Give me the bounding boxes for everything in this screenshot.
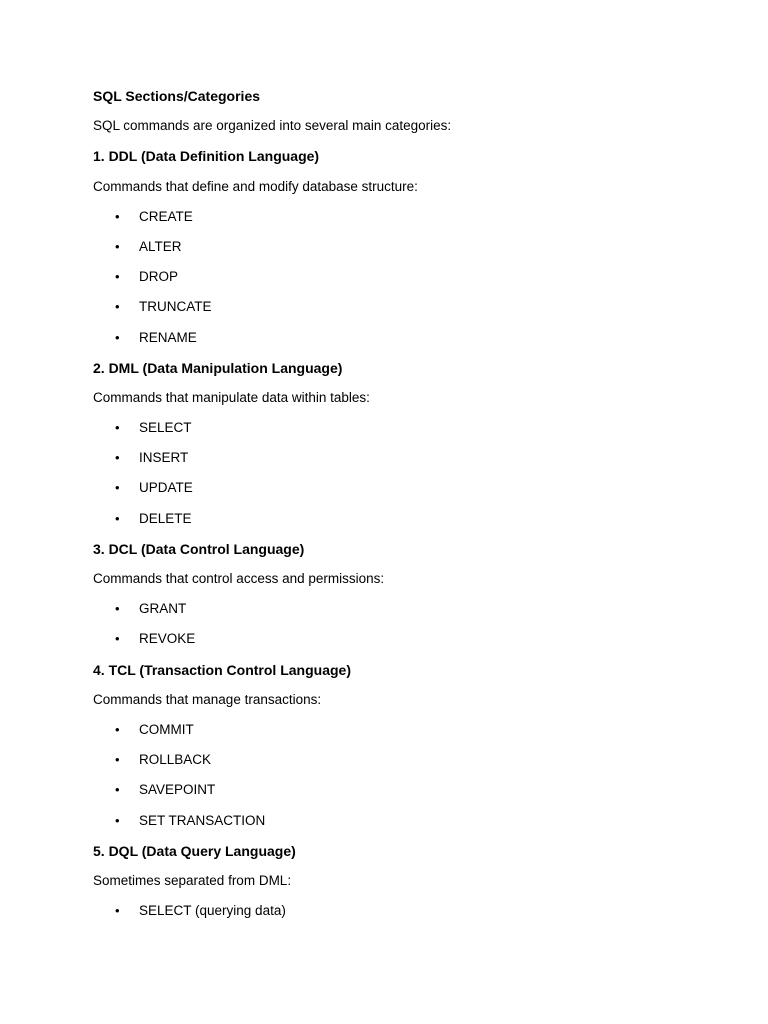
section-dml bbox=[93, 358, 693, 539]
list-item-label: GRANT bbox=[139, 601, 187, 617]
bullet-icon: • bbox=[115, 782, 120, 798]
bullet-icon: • bbox=[115, 238, 120, 254]
list-item-label: TRUNCATE bbox=[139, 299, 212, 315]
section-description: Commands that manage transactions: bbox=[93, 691, 322, 707]
section-dql bbox=[93, 841, 693, 932]
bullet-icon: • bbox=[115, 420, 120, 436]
list-item-label: CREATE bbox=[139, 208, 193, 224]
list-item bbox=[93, 418, 693, 448]
list-item-label: DROP bbox=[139, 269, 179, 285]
bullet-icon: • bbox=[115, 752, 120, 768]
list-item-label: SET TRANSACTION bbox=[139, 812, 266, 828]
list-item bbox=[93, 599, 693, 629]
section-description: Commands that define and modify database structure: bbox=[93, 178, 418, 194]
list-item-label: RENAME bbox=[139, 329, 197, 345]
list-item-label: ALTER bbox=[139, 238, 182, 254]
document-title: SQL Sections/Categories bbox=[93, 88, 261, 104]
bullet-icon: • bbox=[115, 208, 120, 224]
section-dcl bbox=[93, 539, 693, 660]
section-description: Commands that manipulate data within tables: bbox=[93, 389, 370, 405]
bullet-icon: • bbox=[115, 450, 120, 466]
list-item-label: SELECT bbox=[139, 420, 192, 436]
list-item-label: SELECT (querying data) bbox=[139, 903, 286, 919]
list-item bbox=[93, 750, 693, 780]
list-item bbox=[93, 720, 693, 750]
section-ddl bbox=[93, 146, 693, 357]
bullet-icon: • bbox=[115, 721, 120, 737]
bullet-icon: • bbox=[115, 601, 120, 617]
bullet-icon: • bbox=[115, 510, 120, 526]
list-item bbox=[93, 780, 693, 810]
list-item bbox=[93, 629, 693, 659]
section-heading: 3. DCL (Data Control Language) bbox=[93, 540, 305, 557]
bullet-icon: • bbox=[115, 329, 120, 345]
list-item bbox=[93, 207, 693, 237]
section-tcl bbox=[93, 660, 693, 841]
list-item-label: UPDATE bbox=[139, 480, 193, 496]
list-item bbox=[93, 328, 693, 358]
list-item-label: ROLLBACK bbox=[139, 752, 212, 768]
list-item bbox=[93, 297, 693, 327]
bullet-icon: • bbox=[115, 631, 120, 647]
document-intro: SQL commands are organized into several main categories: bbox=[93, 118, 452, 134]
list-item bbox=[93, 237, 693, 267]
bullet-icon: • bbox=[115, 812, 120, 828]
section-heading: 5. DQL (Data Query Language) bbox=[93, 842, 296, 859]
list-item-label: REVOKE bbox=[139, 631, 196, 647]
document-page bbox=[93, 86, 693, 931]
bullet-icon: • bbox=[115, 299, 120, 315]
list-item bbox=[93, 509, 693, 539]
list-item bbox=[93, 267, 693, 297]
list-item bbox=[93, 811, 693, 841]
list-item bbox=[93, 901, 693, 931]
bullet-icon: • bbox=[115, 269, 120, 285]
list-item-label: SAVEPOINT bbox=[139, 782, 216, 798]
list-item-label: DELETE bbox=[139, 510, 192, 526]
bullet-icon: • bbox=[115, 903, 120, 919]
section-description: Sometimes separated from DML: bbox=[93, 872, 292, 888]
list-item-label: INSERT bbox=[139, 450, 189, 466]
section-heading: 1. DDL (Data Definition Language) bbox=[93, 148, 320, 165]
section-description: Commands that control access and permissions: bbox=[93, 571, 385, 586]
section-heading: 4. TCL (Transaction Control Language) bbox=[93, 661, 351, 678]
bullet-icon: • bbox=[115, 480, 120, 496]
list-item bbox=[93, 478, 693, 508]
list-item bbox=[93, 448, 693, 478]
section-heading: 2. DML (Data Manipulation Language) bbox=[93, 359, 343, 376]
list-item-label: COMMIT bbox=[139, 721, 194, 737]
